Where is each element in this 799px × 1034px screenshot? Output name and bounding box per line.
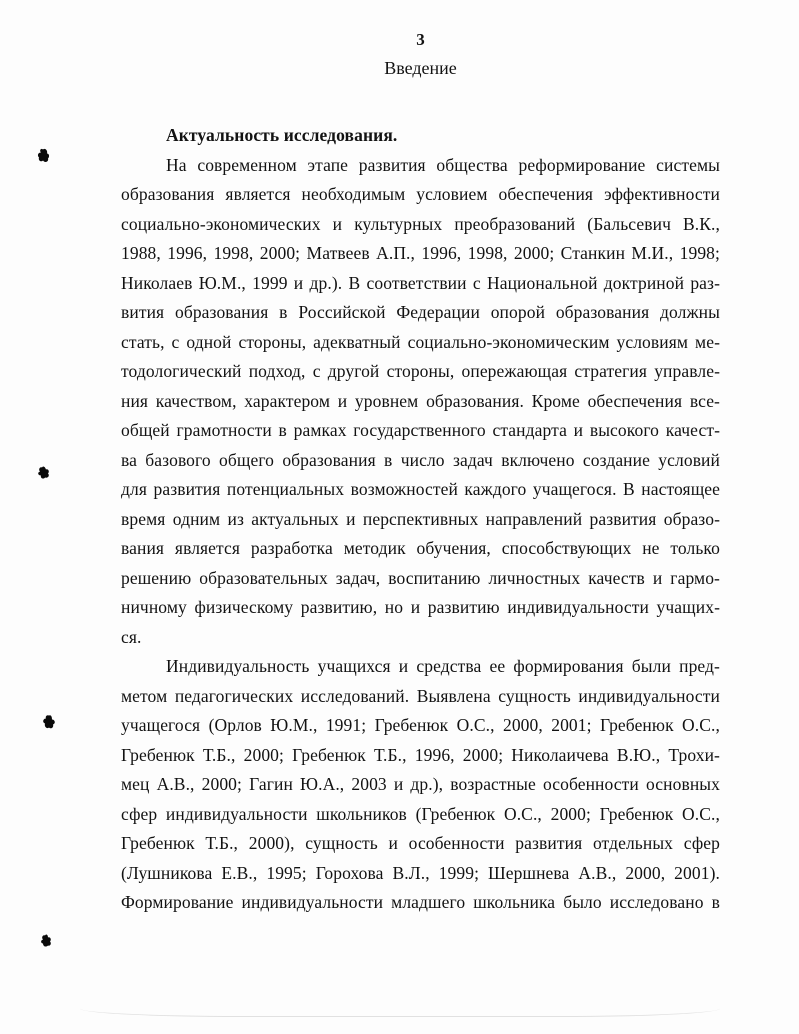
ink-blot — [42, 714, 56, 731]
text-line: учащегося (Орлов Ю.М., 1991; Гребенюк О.С., 2000, 2001; Гребенюк О.С., — [121, 715, 720, 735]
text-line: ния качеством, характером и уровнем образования. Кроме обеспечения все- — [121, 390, 720, 411]
text-line: Формирование индивидуальности младшего школьника было исследовано в — [121, 892, 720, 912]
text-line: вития образования в Российской Федерации опорой образования должны — [121, 302, 720, 322]
text-line: ся. — [121, 626, 142, 647]
text-line: Гребенюк Т.Б., 2000), сущность и особенности развития отдельных сфер — [121, 833, 720, 853]
text-line: время одним из актуальных и перспективных направлений развития образо- — [121, 508, 720, 529]
text-line: социально-экономических и культурных преобразований (Бальсевич В.К., — [121, 213, 720, 234]
body-text — [121, 121, 720, 918]
ink-blot — [40, 933, 54, 950]
ink-blot — [37, 464, 51, 481]
text-line: мец А.В., 2000; Гагин Ю.А., 2003 и др.), возрастные особенности основных — [121, 774, 720, 794]
text-line: тодологический подход, с другой стороны, опережающая стратегия управле- — [121, 361, 720, 381]
text-line: Индивидуальность учащихся и средства ее формирования были пред- — [166, 656, 720, 676]
text-line: образования является необходимым условием обеспечения эффективности — [121, 184, 720, 204]
ink-blot — [37, 147, 51, 164]
text-line: решению образовательных задач, воспитанию личностных качеств и гармо- — [121, 567, 720, 588]
text-line: ничному физическому развитию, но и развитию индивидуальности учащих- — [121, 597, 720, 617]
text-line: метом педагогических исследований. Выявлена сущность индивидуальности — [121, 685, 720, 706]
page-title: Введение — [384, 58, 457, 78]
text-line: общей грамотности в рамках государственного стандарта и высокого качест- — [121, 420, 720, 440]
text-line: Николаев Ю.М., 1999 и др.). В соответствии с Национальной доктриной раз- — [121, 272, 720, 293]
text-line: вания является разработка методик обучения, способствующих не только — [121, 538, 720, 558]
scan-shadow-artifact — [80, 1000, 720, 1017]
text-line: Гребенюк Т.Б., 2000; Гребенюк Т.Б., 1996, 2000; Николаичева В.Ю., Трохи- — [121, 744, 720, 765]
text-line: ва базового общего образования в число задач включено создание условий — [121, 449, 720, 470]
section-heading: Актуальность исследования. — [166, 125, 398, 145]
text-line: сфер индивидуальности школьников (Гребенюк О.С., 2000; Гребенюк О.С., — [121, 803, 720, 824]
text-line: стать, с одной стороны, адекватный социально-экономическим условиям ме- — [121, 331, 720, 352]
text-line: для развития потенциальных возможностей каждого учащегося. В настоящее — [121, 479, 720, 499]
text-line: (Лушникова Е.В., 1995; Горохова В.Л., 1999; Шершнева А.В., 2000, 2001). — [121, 862, 720, 883]
page-number: 3 — [416, 30, 425, 49]
text-line: 1988, 1996, 1998, 2000; Матвеев А.П., 1996, 1998, 2000; Станкин М.И., 1998; — [121, 243, 720, 263]
text-line: На современном этапе развития общества реформирование системы — [166, 154, 720, 175]
